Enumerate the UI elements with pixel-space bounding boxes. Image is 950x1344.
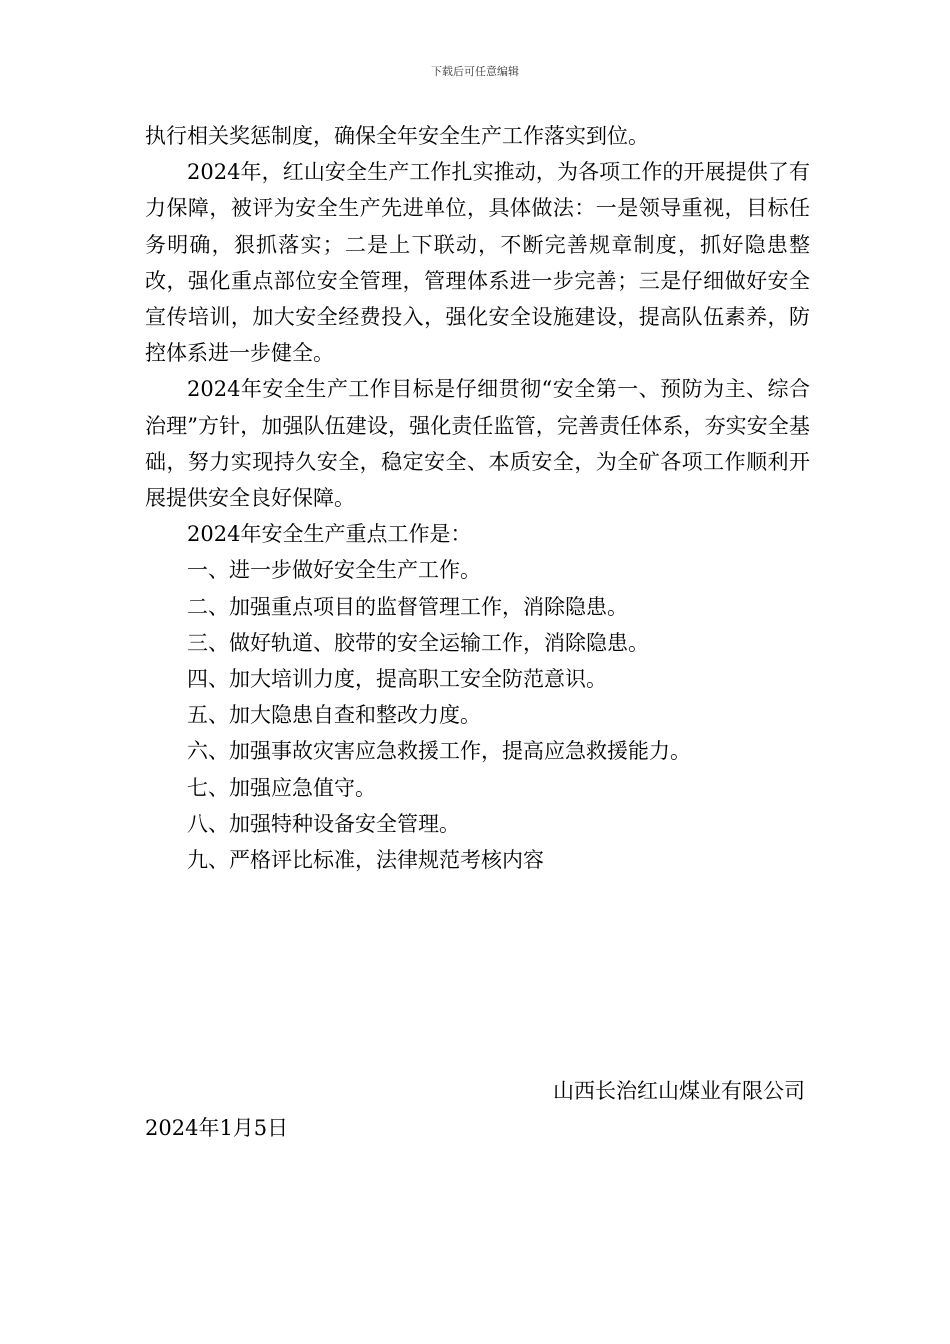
list-item: 一、进一步做好安全生产工作。 xyxy=(187,558,481,583)
paragraph-summary: 2024年，红山安全生产工作扎实推动，为各项工作的开展提供了有力保障，被评为安全生产先进单位，具体做法：一是领导重视，目标任务明确，狠抓落实；二是上下联动，不断完善规章制度，抓好隐患整改，强化重点部位安全管理，管理体系进一步完善；三是仔细做好安全宣传培训，加大安全经费投入，强化安全设施建设，提高队伍素养，防控体系进一步健全。 xyxy=(145,160,810,366)
list-item: 八、加强特种设备安全管理。 xyxy=(187,811,460,836)
signature-company: 山西长治红山煤业有限公司 xyxy=(553,1079,805,1103)
page-header-note: 下载后可任意编辑 xyxy=(431,65,519,78)
paragraph-goals: 2024年安全生产工作目标是仔细贯彻“安全第一、预防为主、综合治理”方针，加强队伍建设，强化责任监管，完善责任体系，夯实安全基础，努力实现持久安全，稳定安全、本质安全，为全矿各项工作顺利开展提供安全良好保障。 xyxy=(145,377,810,511)
list-item: 四、加大培训力度，提高职工安全防范意识。 xyxy=(187,667,607,692)
list-item: 五、加大隐患自查和整改力度。 xyxy=(187,703,481,728)
list-item: 七、加强应急值守。 xyxy=(187,775,376,800)
paragraph-key-work-intro: 2024年安全生产重点工作是： xyxy=(187,522,472,547)
paragraph-continuation: 执行相关奖惩制度，确保全年安全生产工作落实到位。 xyxy=(145,124,649,148)
list-item: 六、加强事故灾害应急救援工作，提高应急救援能力。 xyxy=(187,739,691,764)
document-body xyxy=(145,118,810,878)
signature-date: 2024年1月5日 xyxy=(145,1116,289,1140)
list-item: 九、严格评比标准，法律规范考核内容 xyxy=(187,848,544,873)
list-item: 三、做好轨道、胶带的安全运输工作，消除隐患。 xyxy=(187,630,649,655)
list-item: 二、加强重点项目的监督管理工作，消除隐患。 xyxy=(187,594,628,619)
